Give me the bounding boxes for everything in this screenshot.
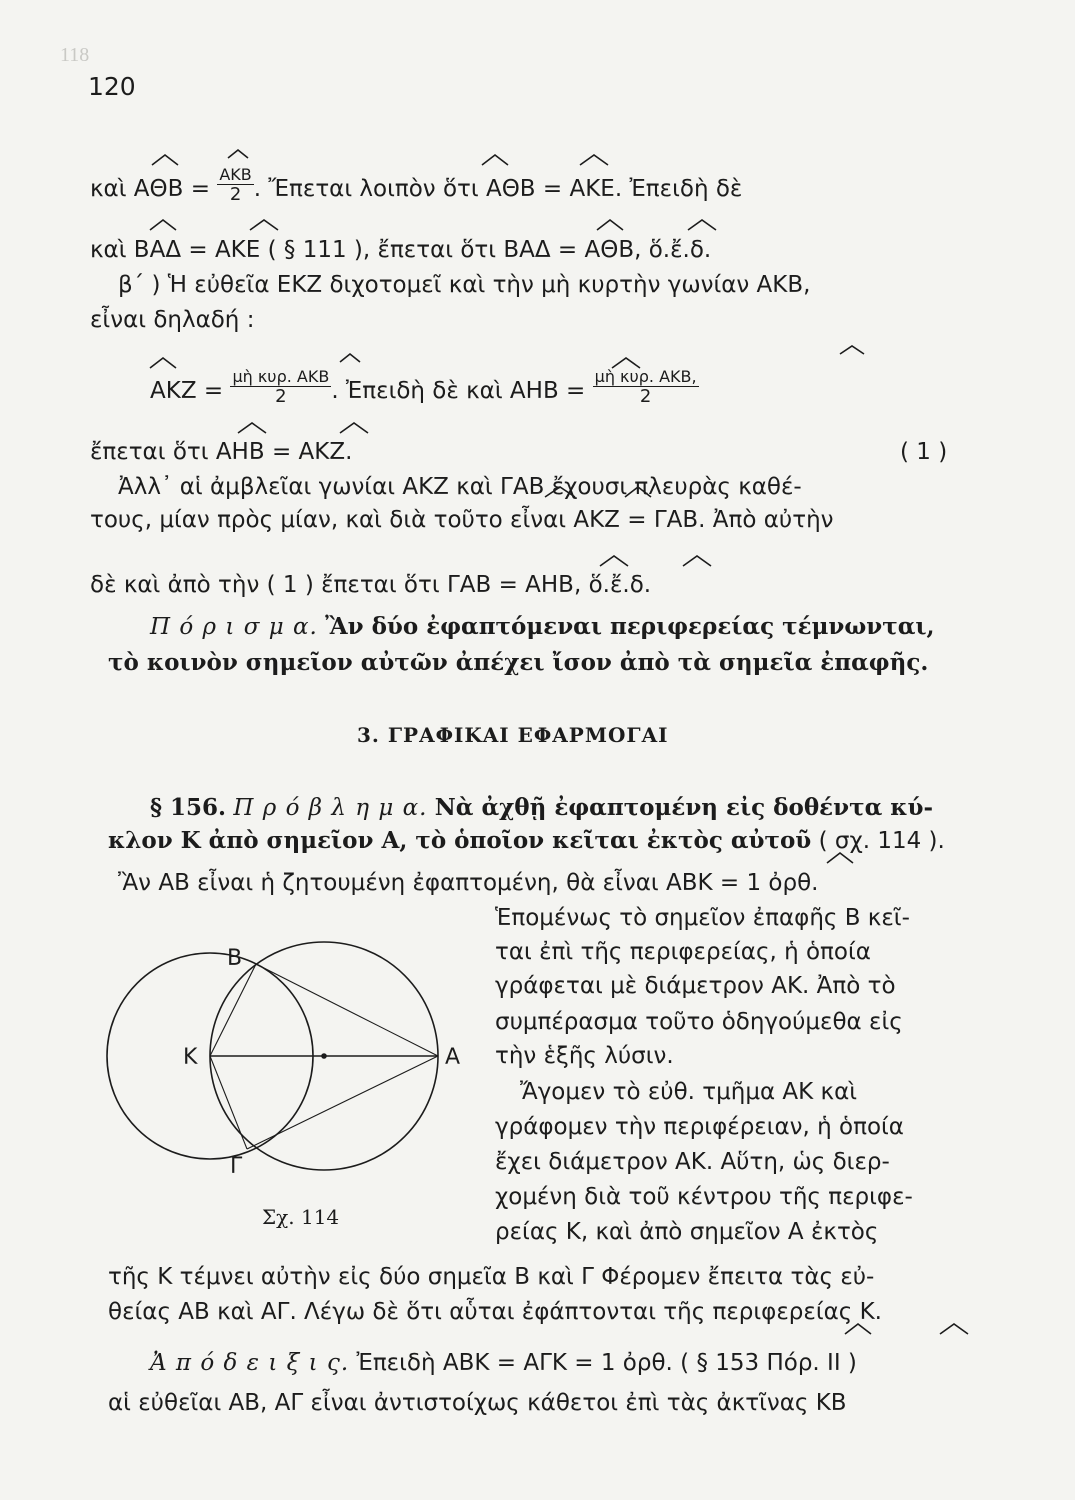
text-line: β΄ ) Ἡ εὐθεῖα ΕΚΖ διχοτομεῖ καὶ τὴν μὴ κυρτὴν γωνίαν ΑΚΒ, <box>118 272 811 298</box>
point-label-a: Α <box>445 1045 461 1070</box>
text-line: Ἄγομεν τὸ εὐθ. τμῆμα ΑΚ καὶ <box>520 1079 858 1105</box>
fraction-numerator: μὴ κυρ. ΑΚΒ <box>232 367 330 386</box>
text-line: δὲ καὶ ἀπὸ τὴν ( 1 ) ἔπεται ὅτι ΓΑΒ = ΑΗΒ, ὅ.ἔ.δ. <box>90 572 652 598</box>
point-label-g: Γ <box>230 1154 243 1179</box>
text-line: αἱ εὐθεῖαι ΑΒ, ΑΓ εἶναι ἀντιστοίχως κάθετοι ἐπὶ τὰς ἀκτῖνας ΚΒ <box>108 1390 847 1416</box>
text-line: ἔχει διάμετρον ΑΚ. Αὕτη, ὡς διερ- <box>495 1149 890 1175</box>
problem-text: Νὰ ἀχθῇ ἐφαπτομένη εἰς δοθέντα κύ- <box>434 794 934 821</box>
text-line: τῆς Κ τέμνει αὐτὴν εἰς δύο σημεῖα Β καὶ Γ Φέρομεν ἔπειτα τὰς εὐ- <box>108 1264 875 1290</box>
text-line: θείας ΑΒ καὶ ΑΓ. Λέγω δὲ ὅτι αὗται ἐφάπτονται τῆς περιφερείας Κ. <box>108 1299 882 1325</box>
fraction-denominator: 2 <box>275 386 287 407</box>
fraction <box>593 368 699 407</box>
text-fragment: καὶ ΑΘΒ = <box>90 176 211 202</box>
fraction-numerator: ΑΚΒ <box>219 165 252 184</box>
text-fragment: ΑΚΖ = <box>150 378 224 404</box>
fraction-denominator: 2 <box>639 386 652 407</box>
tangent-ag <box>247 1056 438 1149</box>
section-number: § 156. <box>150 794 227 821</box>
text-line: τὸ κοινὸν σημεῖον αὐτῶν ἀπέχει ἴσον ἀπὸ τὰ σημεῖα ἐπαφῆς. <box>108 649 929 676</box>
fraction <box>217 166 253 205</box>
text-line: ρείας Κ, καὶ ἀπὸ σημεῖον Α ἐκτὸς <box>495 1219 879 1245</box>
problem-text: κλον Κ ἀπὸ σημεῖον Α, τὸ ὁποῖον κεῖται ἐκτὸς αὐτοῦ <box>108 827 812 854</box>
section-heading: 3. ΓΡΑΦΙΚΑΙ ΕΦΑΡΜΟΓΑΙ <box>357 723 669 747</box>
text-line: Ἀλλ᾿ αἱ ἀμβλεῖαι γωνίαι ΑΚΖ καὶ ΓΑΒ ἔχουσι πλευρὰς καθέ- <box>118 474 802 500</box>
corollary-text: Ἂν δύο ἐφαπτόμεναι περιφερείας τέμνωνται, <box>325 613 935 640</box>
text-line: γράφεται μὲ διάμετρον ΑΚ. Ἀπὸ τὸ <box>495 973 896 999</box>
equation-number: ( 1 ) <box>900 439 948 465</box>
point-label-k: Κ <box>183 1045 198 1070</box>
text-line: τους, μίαν πρὸς μίαν, καὶ διὰ τοῦτο εἶναι ΑΚΖ = ΓΑΒ. Ἀπὸ αὐτὴν <box>90 507 834 533</box>
fraction-numerator: μὴ κυρ. ΑΚΒ, <box>594 367 697 386</box>
fraction <box>230 368 331 407</box>
fraction-denominator: 2 <box>229 184 242 205</box>
proof-text: Ἐπειδὴ ΑΒΚ = ΑΓΚ = 1 ὀρθ. ( § 153 Πόρ. ΙΙ ) <box>356 1350 857 1376</box>
corollary-line <box>150 612 935 642</box>
problem-line <box>150 793 933 823</box>
text-line <box>150 367 699 411</box>
text-line: χομένη διὰ τοῦ κέντρου τῆς περιφε- <box>495 1184 913 1210</box>
text-line: καὶ ΒΑΔ = ΑΚΕ ( § 111 ), ἔπεται ὅτι ΒΑΔ = ΑΘΒ, ὅ.ἔ.δ. <box>90 237 712 263</box>
text-line: εἶναι δηλαδή : <box>90 307 255 333</box>
proof-line <box>150 1348 857 1378</box>
figure-114 <box>105 935 465 1195</box>
text-line: γράφομεν τὴν περιφέρειαν, ἡ ὁποία <box>495 1114 904 1140</box>
text-line: Ἑπομένως τὸ σημεῖον ἐπαφῆς Β κεῖ- <box>495 905 910 931</box>
radius-kb <box>210 964 256 1056</box>
text-line: ἔπεται ὅτι ΑΗΒ = ΑΚΖ. <box>90 439 353 465</box>
center-point <box>322 1054 326 1058</box>
text-line <box>90 165 743 209</box>
text-line: τὴν ἑξῆς λύσιν. <box>495 1043 674 1069</box>
proof-label: Ἀ π ό δ ε ι ξ ι ς. <box>150 1350 350 1376</box>
text-line: ται ἐπὶ τῆς περιφερείας, ἡ ὁποία <box>495 939 871 965</box>
point-label-b: Β <box>227 946 243 971</box>
text-fragment: . Ἐπειδὴ δὲ καὶ ΑΗΒ = <box>331 378 586 404</box>
page-number: 120 <box>88 72 136 101</box>
problem-line <box>108 826 945 856</box>
figure-caption: Σχ. 114 <box>262 1205 340 1229</box>
text-line: Ἂν ΑΒ εἶναι ἡ ζητουμένη ἐφαπτομένη, θὰ εἶναι ΑΒΚ = 1 ὀρθ. <box>118 870 819 896</box>
text-fragment: . Ἔπεται λοιπὸν ὅτι ΑΘΒ = ΑΚΕ. Ἐπειδὴ δὲ <box>253 176 743 202</box>
figure-reference: ( σχ. 114 ). <box>818 828 945 854</box>
text-line: συμπέρασμα τοῦτο ὁδηγούμεθα εἰς <box>495 1009 903 1035</box>
problem-label: Π ρ ό β λ η μ α. <box>233 795 428 821</box>
tangent-ab <box>256 964 438 1056</box>
bleed-through-page-number: 118 <box>60 44 90 66</box>
corollary-label: Π ό ρ ι σ μ α. <box>150 614 318 640</box>
radius-kg <box>210 1056 247 1149</box>
